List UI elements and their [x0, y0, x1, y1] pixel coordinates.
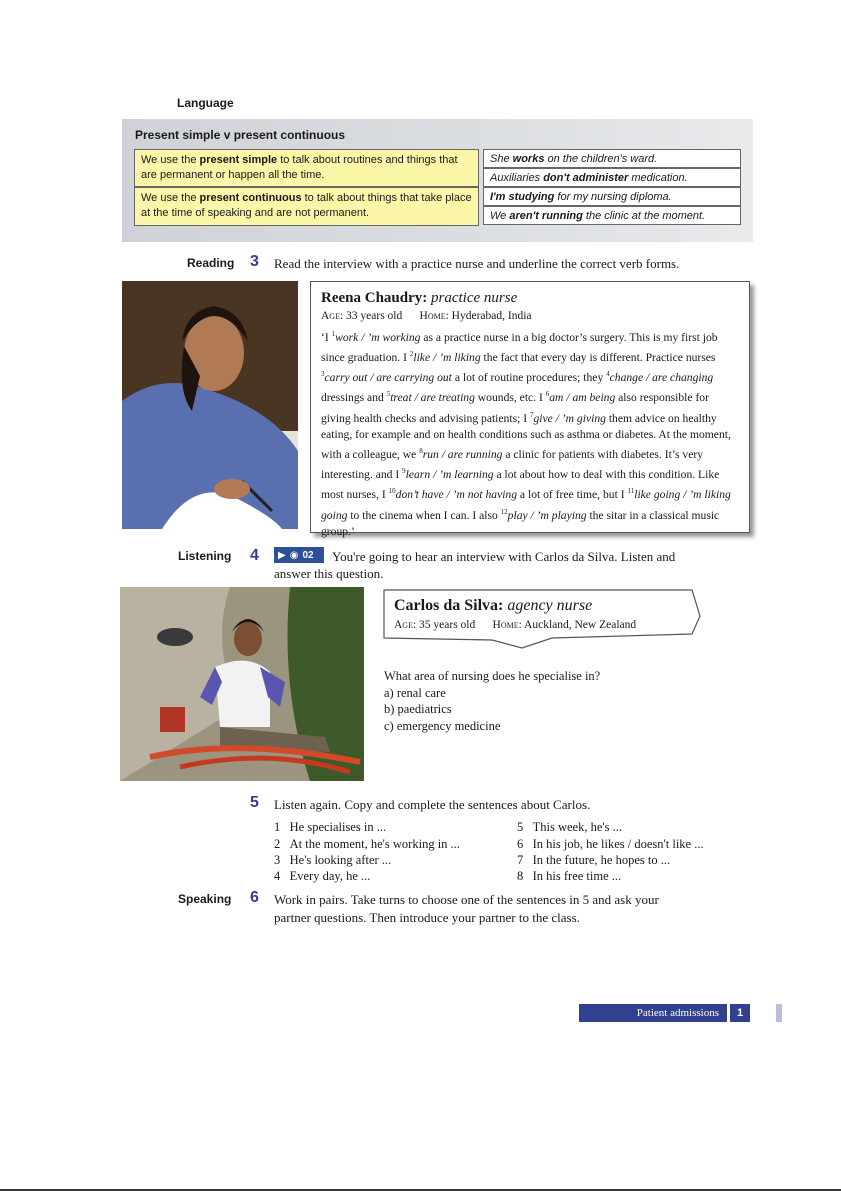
play-icon: ▶ [278, 549, 286, 561]
listening-question: What area of nursing does he specialise in? a) renal care b) paediatrics c) emergency medicine [384, 669, 601, 733]
list-item: 3 He's looking after ... [274, 853, 392, 867]
grammar-example: She works on the children's ward. [483, 149, 741, 168]
carlos-name: Carlos da Silva: agency nurse [394, 597, 593, 614]
carlos-meta: Age: 35 years old Home: Auckland, New Zealand [394, 619, 637, 631]
option-renal-care: a) renal care [384, 685, 446, 700]
exercise-number: 3 [250, 253, 259, 270]
grammar-title: Present simple v present continuous [135, 128, 346, 142]
exercise-number: 6 [250, 889, 259, 906]
climber-photo [120, 587, 364, 781]
audio-track-button[interactable] [274, 547, 324, 563]
unit-title-bar: Patient admissions [579, 1004, 727, 1022]
exercise5-instruction: Listen again. Copy and complete the sentences about Carlos. [274, 797, 591, 812]
page-edge-tab [776, 1004, 782, 1022]
speaking-label: Speaking [178, 892, 232, 906]
list-item: 2 At the moment, he's working in ... [274, 837, 460, 851]
exercise-number: 5 [250, 794, 259, 811]
grammar-example: I'm studying for my nursing diploma. [483, 187, 741, 206]
option-paediatrics: b) paediatrics [384, 702, 452, 716]
reading-label: Reading [187, 256, 235, 270]
nurse-photo [122, 281, 298, 529]
exercise-number: 4 [250, 547, 259, 564]
cd-icon: ◉ [289, 549, 299, 561]
option-emergency-medicine: c) emergency medicine [384, 718, 501, 733]
list-item: 7 In the future, he hopes to ... [517, 853, 671, 867]
list-item: 4 Every day, he ... [274, 869, 371, 883]
grammar-rule-continuous: We use the present continuous to talk about things that take place at the time of speaking and are not permanent. [134, 187, 479, 226]
carlos-role: agency nurse [507, 597, 593, 614]
list-item: 5 This week, he's ... [517, 820, 623, 834]
reena-interview-card [310, 281, 750, 538]
page-number: 1 [730, 1004, 750, 1022]
grammar-example: Auxiliaries don't administer medication. [483, 168, 741, 187]
listening-instruction: answer this question. [274, 566, 384, 581]
listening-instruction: You're going to hear an interview with Carlos da Silva. Listen and [332, 549, 676, 564]
grammar-rule-simple: We use the present simple to talk about routines and things that are permanent or happen all the time. [134, 149, 479, 187]
reena-role: practice nurse [431, 290, 518, 306]
list-item: 6 In his job, he likes / doesn't like ... [517, 837, 704, 851]
reena-name: Reena Chaudry: practice nurse [321, 290, 518, 306]
list-item: 1 He specialises in ... [274, 820, 387, 834]
list-item: 8 In his free time ... [517, 869, 622, 883]
reena-meta: Age: 33 years old Home: Hyderabad, India [321, 310, 532, 322]
track-number: 02 [302, 549, 314, 561]
speaking-instruction: partner questions. Then introduce your partner to the class. [274, 910, 580, 925]
reena-interview-text: ‘I $^1$work / ’m working as a practice nurse in a big doctor’s surgery. This is my first job since graduation. I $^2$like / ’m liking the fact that every day is different. Practice nurses $^3$carry out / are carrying out a lot of routine procedures; they $^4$change / are changing dressings and $^5$treat / are treating wounds, etc. I $^6$am / am being also responsible for giving health checks and advising patients; I $^7$give / ’m giving them advice on healthy eating, for example and on health conditions such as asthma or diabetes. At the moment, with a colleague, we $^8$run / are running a clinic for patients with diabetes. It’s very interesting. and I $^9$learn / ’m learning a lot about how to deal with this condition. Like most nurses, I $^{10}$don’t have / ’m not having a lot of free time, but I $^{11}$like going / ’m liking going to the cinema when I can. I also $^{12}$play / ’m playing the sitar in a classical music group.’ [321, 330, 731, 538]
language-heading: Language [177, 96, 234, 110]
grammar-example: We aren't running the clinic at the moment. [483, 206, 741, 225]
reading-instruction: Read the interview with a practice nurse and underline the correct verb forms. [274, 256, 680, 271]
listening-label: Listening [178, 549, 232, 563]
speaking-instruction: Work in pairs. Take turns to choose one of the sentences in 5 and ask your [274, 892, 659, 907]
